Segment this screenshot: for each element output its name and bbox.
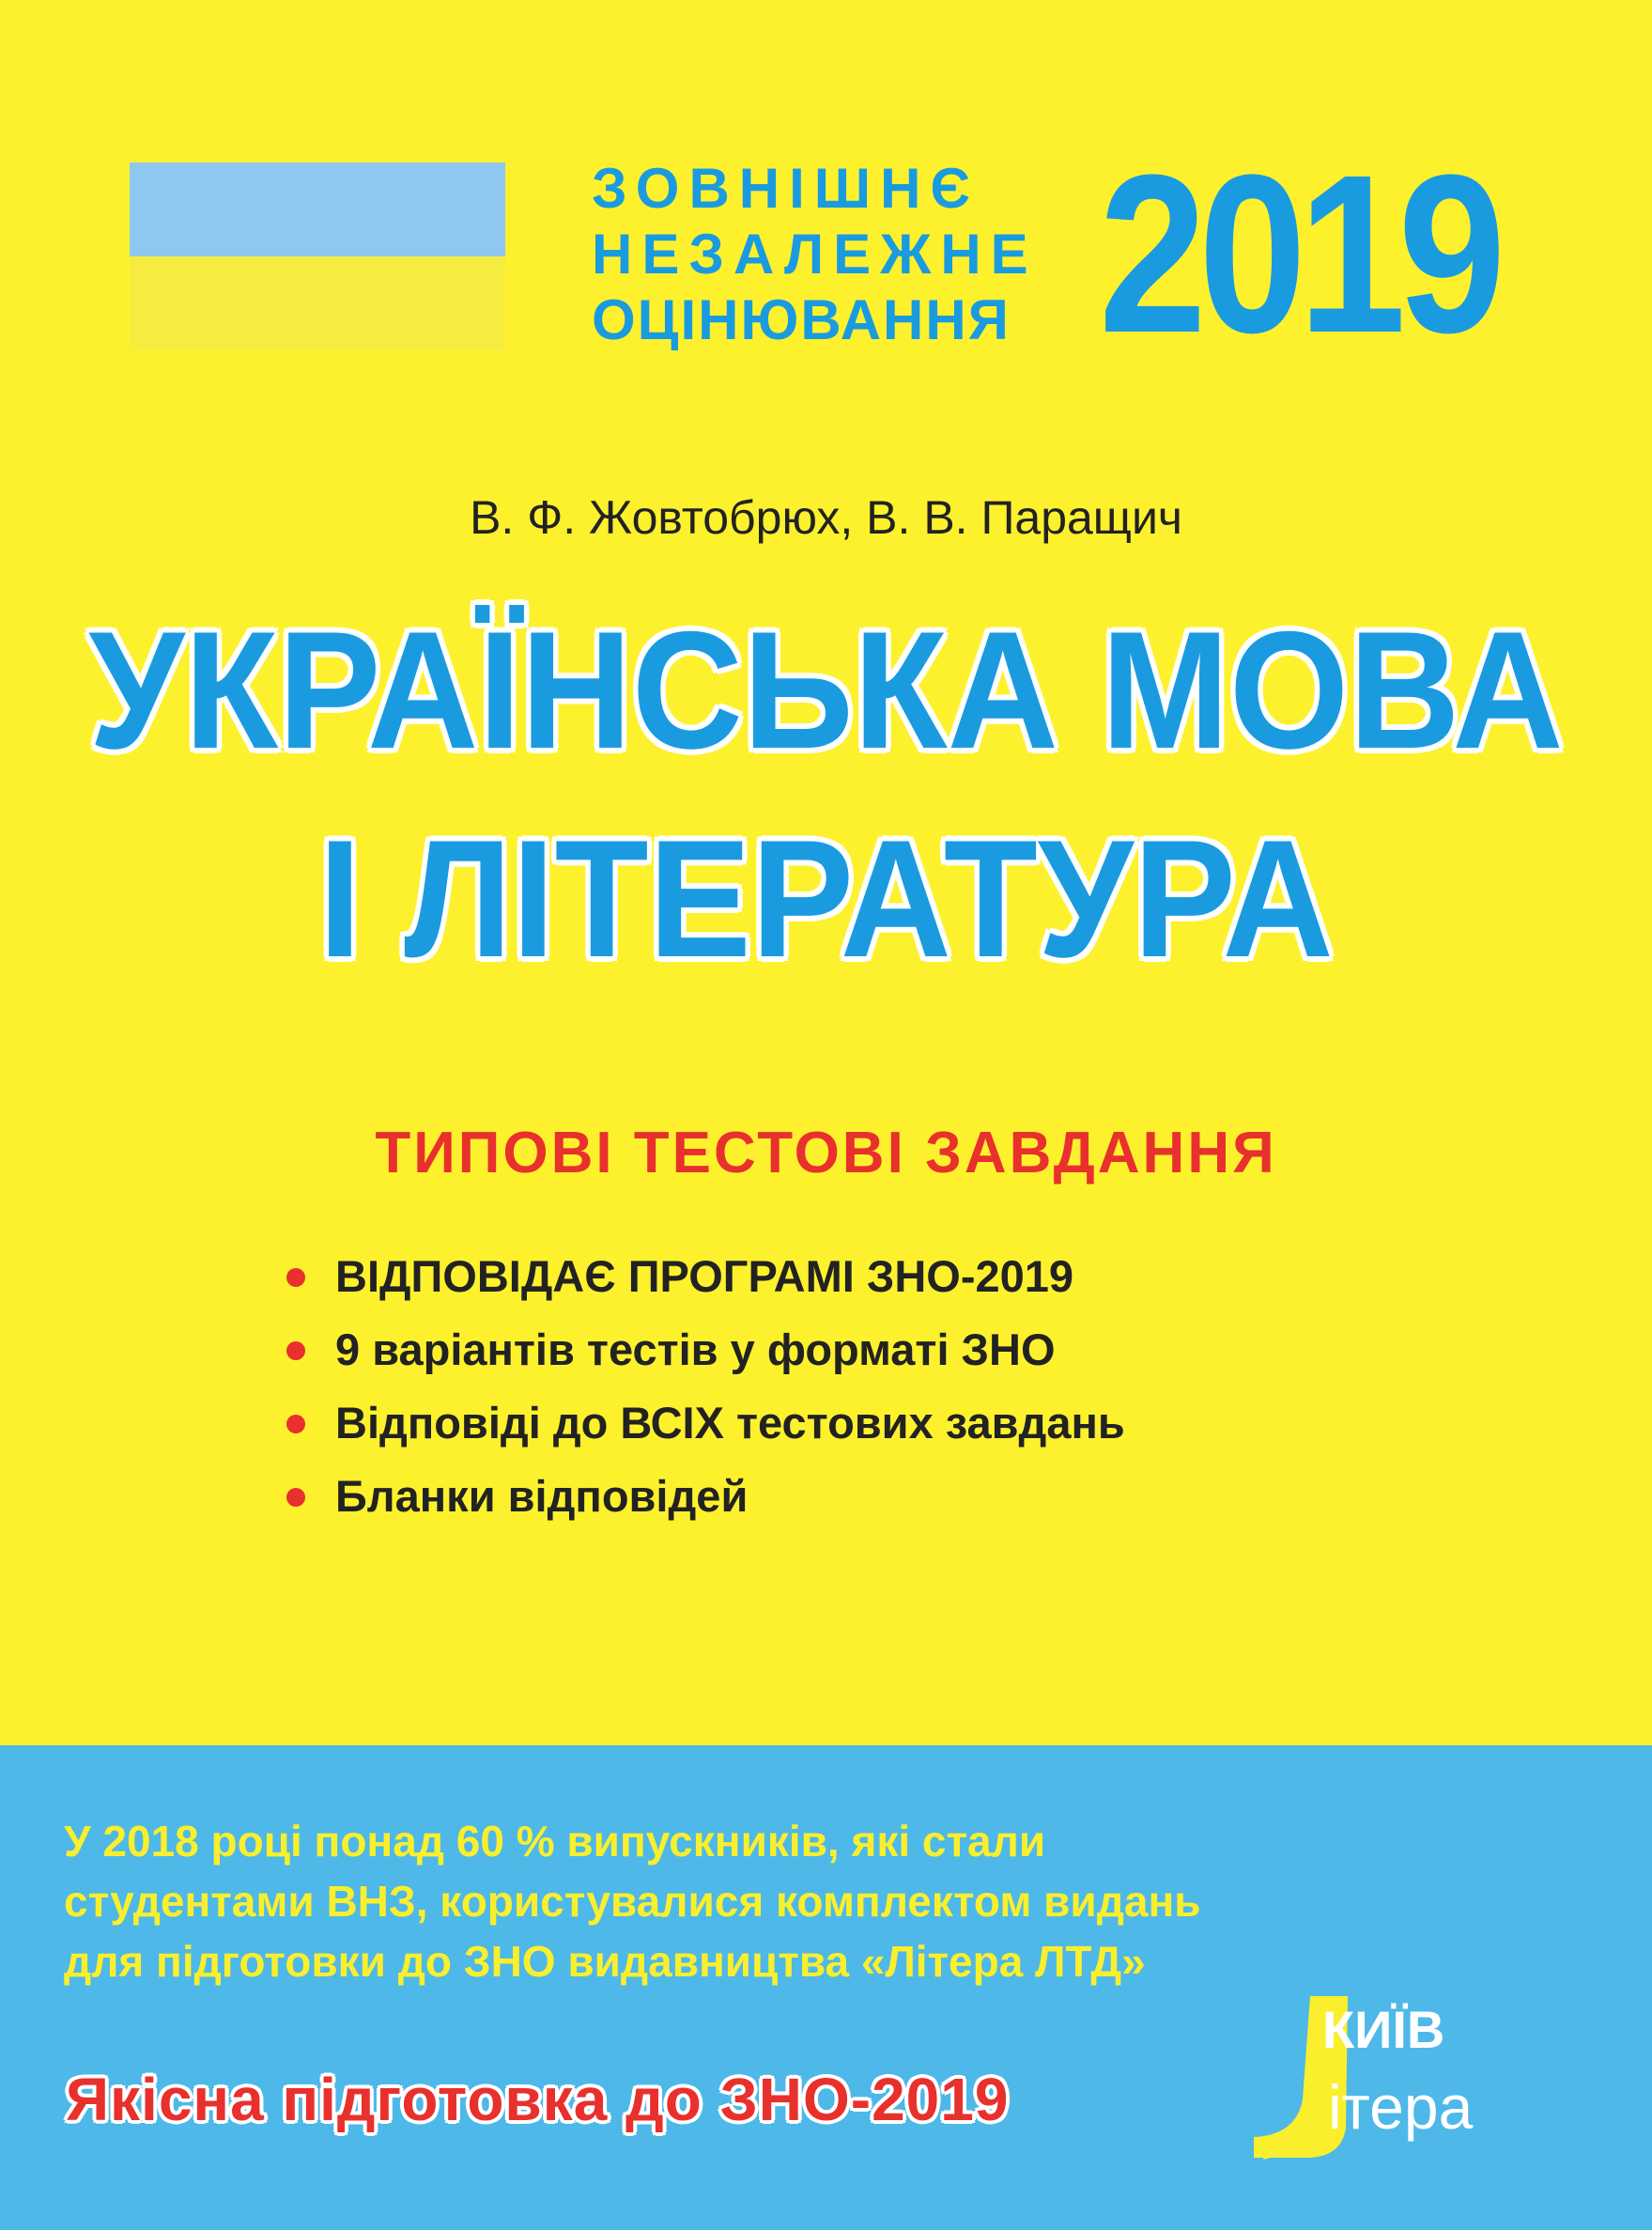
- feature-list: [286, 1240, 1125, 1533]
- slogan: Якісна підготовка до ЗНО-2019: [66, 2066, 1010, 2133]
- flag-yellow-stripe: [130, 256, 505, 350]
- title-line-2: І ЛІТЕРАТУРА: [318, 805, 1334, 992]
- title-line-1: УКРАЇНСЬКА МОВА: [88, 596, 1564, 783]
- feature-text: Бланки відповідей: [335, 1471, 749, 1521]
- publisher-brand: ітера: [1328, 2072, 1474, 2142]
- bullet-dot-icon: [286, 1488, 305, 1507]
- feature-text: ВІДПОВІДАЄ ПРОГРАМІ ЗНО-2019: [335, 1251, 1074, 1301]
- feature-item: [286, 1240, 1125, 1313]
- zno-line-1: ЗОВНІШНЄ: [592, 157, 980, 220]
- bullet-dot-icon: [286, 1268, 305, 1287]
- publisher-city: КИЇВ: [1322, 2000, 1445, 2059]
- feature-item: [286, 1386, 1125, 1460]
- subtitle: ТИПОВІ ТЕСТОВІ ЗАВДАННЯ: [375, 1121, 1277, 1185]
- feature-text: 9 варіантів тестів у форматі ЗНО: [335, 1324, 1056, 1374]
- zno-line-2: НЕЗАЛЕЖНЕ: [592, 223, 1038, 286]
- zno-line-3: ОЦІНЮВАННЯ: [592, 288, 1011, 351]
- year: 2019: [1099, 128, 1498, 379]
- promo-text: [64, 1811, 1201, 1991]
- feature-item: [286, 1313, 1125, 1386]
- promo-line-1: У 2018 році понад 60 % випускників, які стали: [64, 1817, 1046, 1866]
- promo-line-2: студентами ВНЗ, користувалися комплектом видань: [64, 1877, 1201, 1926]
- zno-heading: [592, 156, 1038, 353]
- authors: В. Ф. Жовтобрюх, В. В. Паращич: [470, 491, 1182, 544]
- flag-blue-stripe: [130, 163, 505, 256]
- feature-item: [286, 1460, 1125, 1533]
- promo-line-3: для підготовки до ЗНО видавництва «Літера ЛТД»: [64, 1937, 1146, 1986]
- ukraine-flag: [130, 163, 505, 350]
- feature-text: Відповіді до ВСІХ тестових завдань: [335, 1398, 1125, 1448]
- bullet-dot-icon: [286, 1341, 305, 1360]
- bullet-dot-icon: [286, 1415, 305, 1433]
